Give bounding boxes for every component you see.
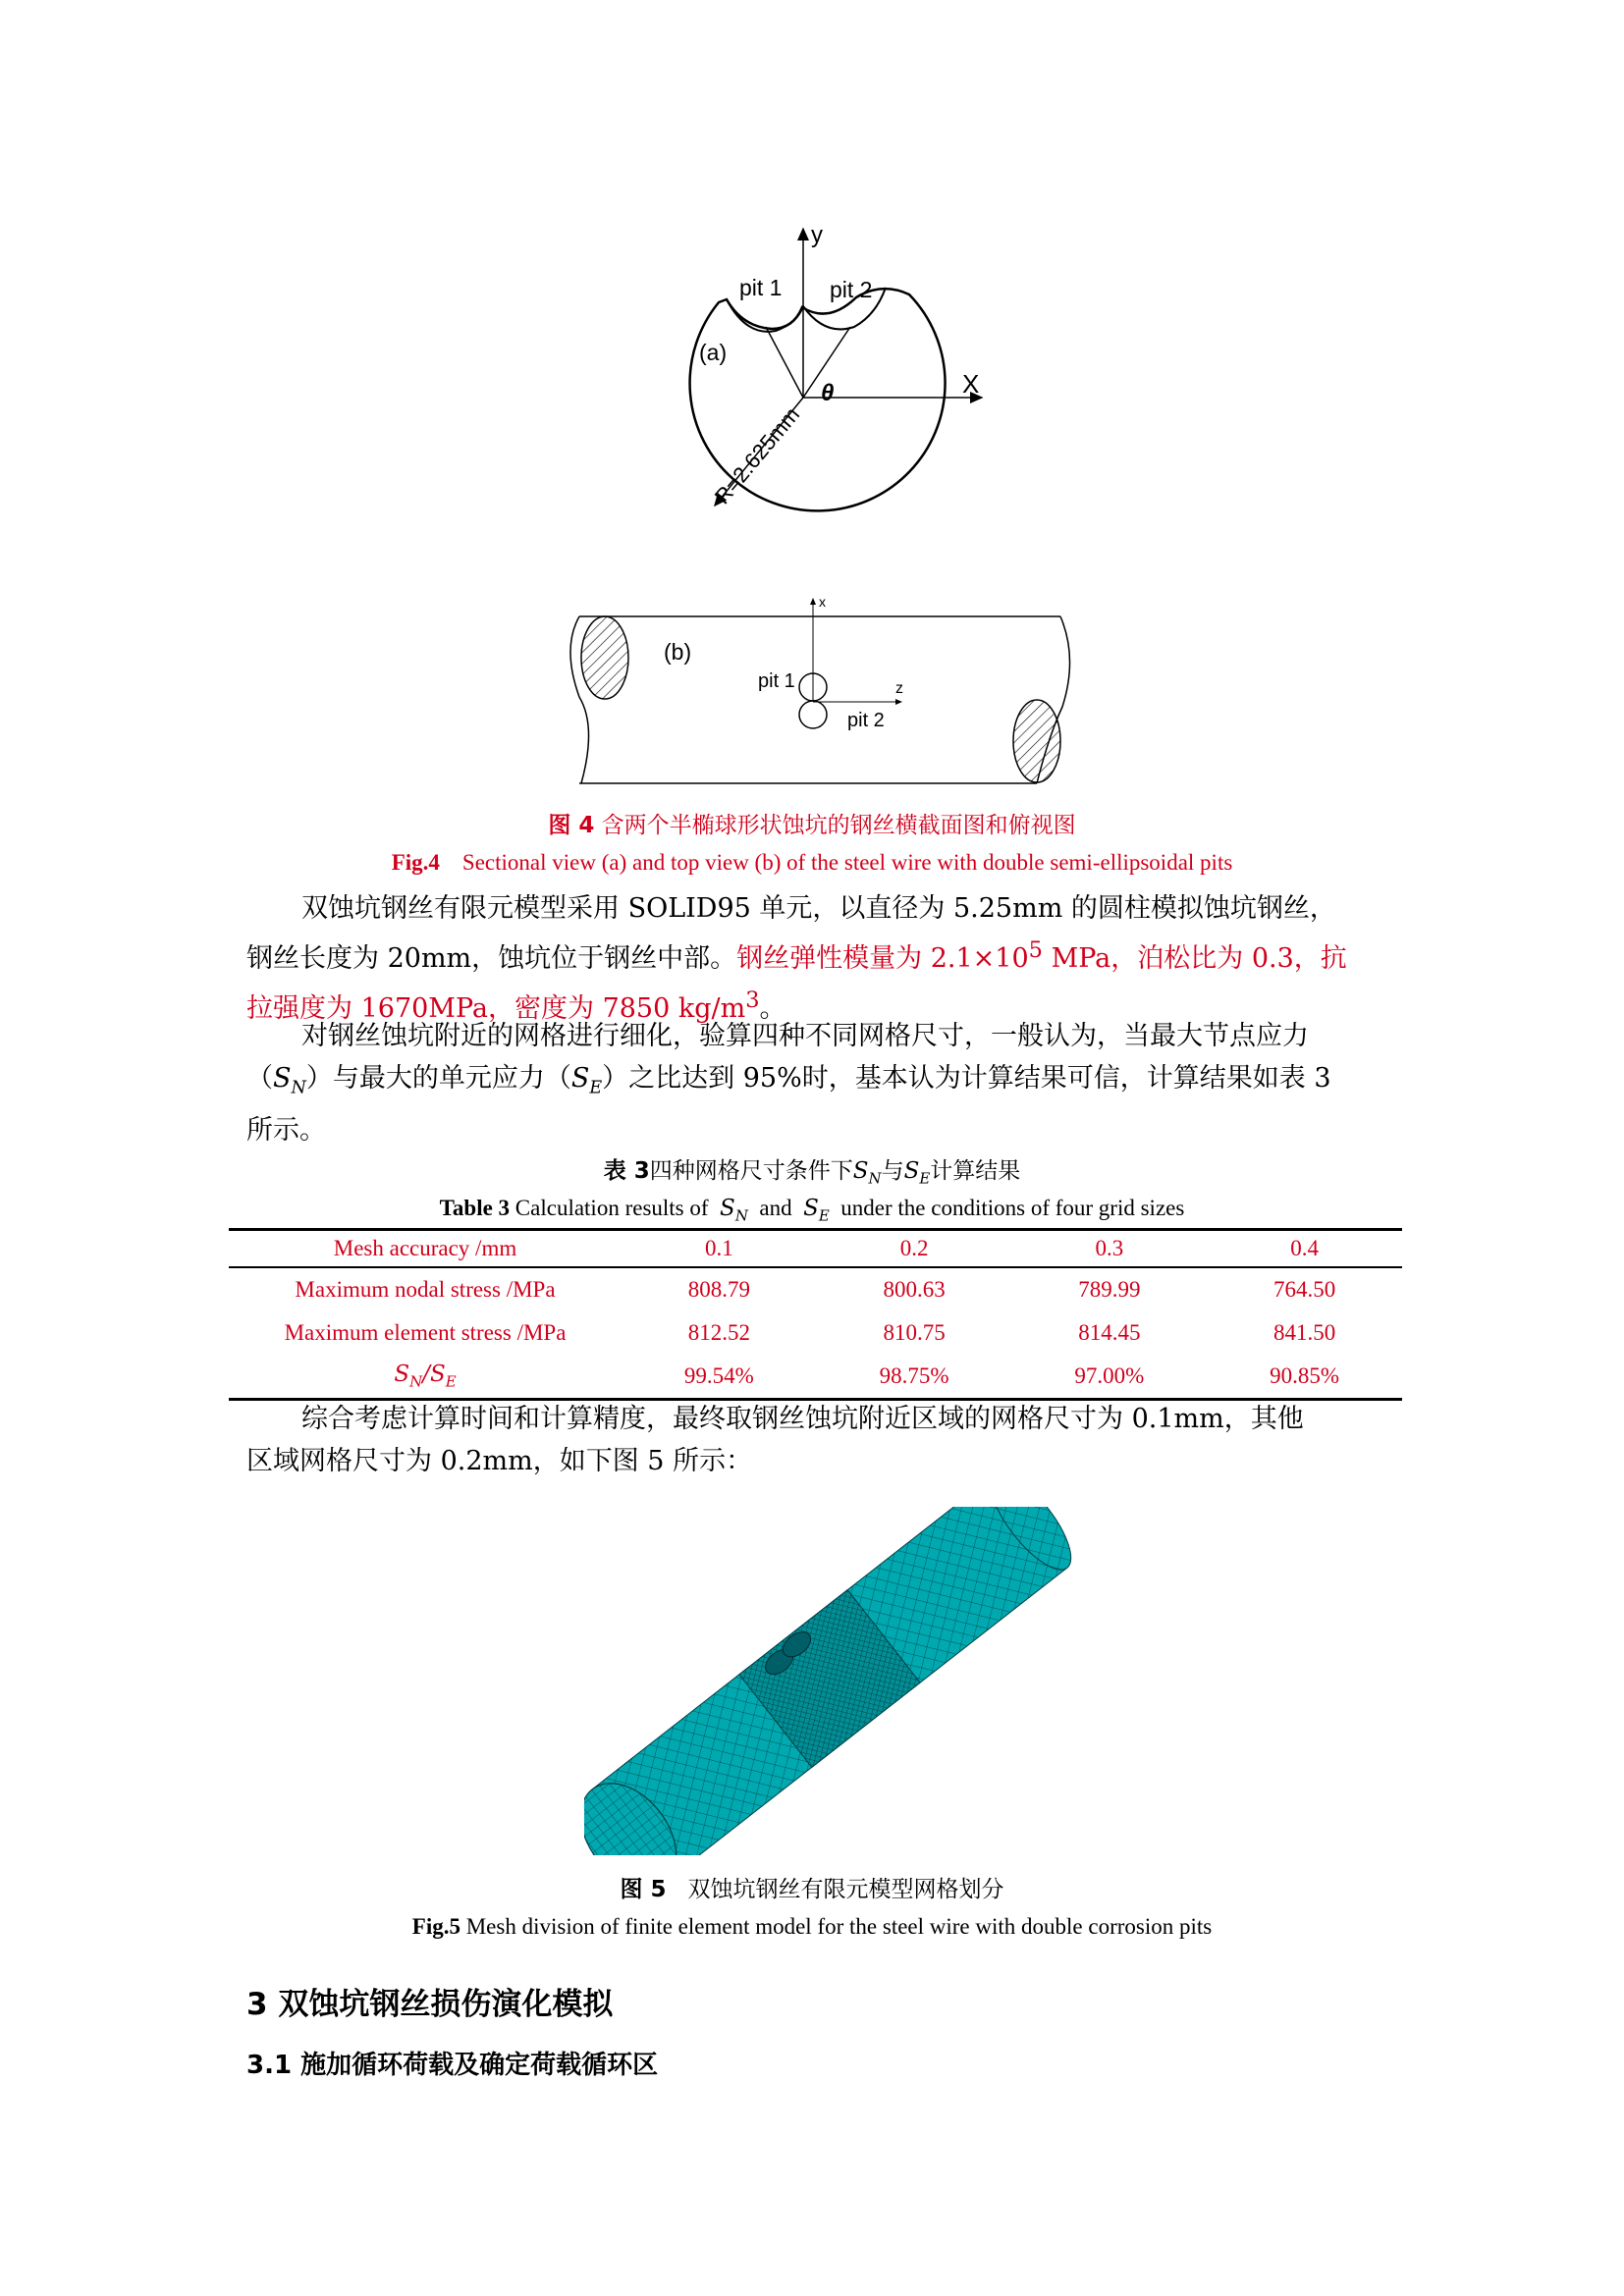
- para1-line1: 双蚀坑钢丝有限元模型采用 SOLID95 单元，以直径为 5.25mm 的圆柱模拟蚀坑钢丝，: [301, 893, 1336, 924]
- para2-line3: 所示。: [246, 1115, 326, 1147]
- paragraph-mesh-choice: [246, 1398, 1387, 1482]
- symbol-sn: $S_N$: [273, 1063, 306, 1098]
- table-cell: 841.50: [1273, 1320, 1336, 1345]
- figure-5-caption-en: [0, 1914, 1624, 1940]
- table-cell: Maximum element stress /MPa: [284, 1320, 567, 1345]
- para2-paren-open: （: [246, 1063, 273, 1094]
- table-row: [229, 1311, 1402, 1355]
- table-3-caption-cn-c: 计算结果: [930, 1158, 1021, 1184]
- table-cell: 812.52: [687, 1320, 750, 1345]
- figure-4a-diagram: [628, 221, 1001, 564]
- pit2-label: pit 2: [830, 277, 873, 302]
- figure-5-caption-cn: [0, 1871, 1624, 1903]
- table-header-cell: 0.3: [1012, 1230, 1208, 1268]
- table-row: [229, 1267, 1402, 1311]
- para2-line1: 对钢丝蚀坑附近的网格进行细化，验算四种不同网格尺寸，一般认为，当最大节点应力: [301, 1021, 1309, 1051]
- paragraph-mesh: [246, 1015, 1387, 1151]
- table-cell: 808.79: [687, 1277, 750, 1302]
- pit1-label-b: pit 1: [758, 670, 795, 692]
- axis-z-label-b: z: [895, 680, 903, 697]
- pit2-label-b: pit 2: [847, 710, 885, 731]
- table-header-cell: 0.4: [1207, 1230, 1402, 1268]
- table-3-caption-en: Table 3 Calculation results of $S_N$ and $S_E$ under the conditions of four grid sizes: [439, 1196, 1185, 1225]
- table-header-cell: 0.2: [817, 1230, 1012, 1268]
- table-3-caption-cn-b: 与: [881, 1158, 904, 1184]
- figure-4-label-cn: 图 4: [548, 813, 595, 838]
- para1-line3-red-a: 拉强度为 1670MPa，密度为 7850 kg/m: [246, 993, 746, 1024]
- table-3: [229, 1228, 1402, 1401]
- section-3-1-heading: 3.1 施加循环荷载及确定荷载循环区: [246, 2051, 659, 2080]
- figure-4-text-cn: 含两个半椭球形状蚀坑的钢丝横截面图和俯视图: [601, 813, 1076, 838]
- figure-5-mesh-model: [584, 1507, 1075, 1855]
- table-row: [229, 1355, 1402, 1400]
- panel-b-label: (b): [664, 639, 692, 665]
- table-cell: 810.75: [883, 1320, 946, 1345]
- table-cell: 814.45: [1078, 1320, 1141, 1345]
- para1-line2-red-b: MPa，泊松比为 0.3，抗: [1043, 943, 1347, 974]
- para2-line2-c: ）之比达到 95%时，基本认为计算结果可信，计算结果如表 3: [602, 1063, 1331, 1094]
- table-cell: 90.85%: [1207, 1355, 1402, 1400]
- figure-4-caption-cn: [0, 807, 1624, 839]
- para2-line2-b: ）与最大的单元应力（: [305, 1063, 571, 1094]
- figure-5-label-en: Fig.5: [411, 1914, 460, 1939]
- figure-4-text-en: Sectional view (a) and top view (b) of the steel wire with double semi-ellipsoidal pits: [461, 850, 1233, 875]
- table-cell: 764.50: [1273, 1277, 1336, 1302]
- para1-line2-black: 钢丝长度为 20mm，蚀坑位于钢丝中部。: [246, 943, 737, 974]
- table-3-label-en: Table 3: [439, 1196, 511, 1220]
- table-3-caption-en-b: and: [759, 1196, 792, 1220]
- figure-5-label-cn: 图 5: [620, 1877, 667, 1902]
- figure-4-caption-en: [0, 850, 1624, 876]
- paragraph-model: [246, 887, 1387, 1030]
- table-header-cell: Mesh accuracy /mm: [229, 1230, 622, 1268]
- para3-line2: 区域网格尺寸为 0.2mm，如下图 5 所示：: [246, 1446, 753, 1476]
- table-header-cell: 0.1: [622, 1230, 817, 1268]
- panel-a-label: (a): [699, 340, 728, 365]
- table-3-caption-en-a: Calculation results of: [514, 1196, 709, 1220]
- axis-y-label: y: [811, 222, 823, 248]
- table-cell: 800.63: [883, 1277, 946, 1302]
- table-header-row: [229, 1230, 1402, 1268]
- para1-line3-sup: 3: [745, 988, 760, 1013]
- para1-line2-red-a: 钢丝弹性模量为 2.1×10: [736, 943, 1029, 974]
- radius-label: R=2.625mm: [709, 401, 805, 509]
- table-cell-ratio: $S_N/S_E$: [229, 1355, 622, 1400]
- table-cell: Maximum nodal stress /MPa: [295, 1277, 556, 1302]
- figure-4-label-en: Fig.4: [391, 850, 440, 875]
- pit1-label: pit 1: [739, 275, 783, 300]
- table-3-caption-en-c: under the conditions of four grid sizes: [840, 1196, 1185, 1220]
- para1-line2-sup: 5: [1028, 937, 1043, 963]
- symbol-se: $S_E$: [570, 1063, 603, 1098]
- section-3-heading: 3 双蚀坑钢丝损伤演化模拟: [246, 1987, 614, 2022]
- figure-5-text-en: Mesh division of finite element model for the steel wire with double corrosion pits: [465, 1914, 1213, 1939]
- figure-4b-diagram: [568, 589, 1078, 785]
- table-cell: 97.00%: [1012, 1355, 1208, 1400]
- para3-line1: 综合考虑计算时间和计算精度，最终取钢丝蚀坑附近区域的网格尺寸为 0.1mm，其他: [301, 1404, 1304, 1434]
- para1-line3-black: 。: [759, 993, 786, 1024]
- table-cell: 99.54%: [622, 1355, 817, 1400]
- axis-x-label: X: [962, 369, 980, 399]
- table-cell: 98.75%: [817, 1355, 1012, 1400]
- table-3-caption-cn: 表 3四种网格尺寸条件下$S_N$与$S_E$计算结果: [603, 1158, 1021, 1188]
- table-3-label-cn: 表 3: [603, 1158, 650, 1184]
- table-cell: 789.99: [1078, 1277, 1141, 1302]
- theta-label: θ: [821, 380, 835, 406]
- axis-x-label-b: x: [819, 594, 826, 610]
- figure-5-text-cn: 双蚀坑钢丝有限元模型网格划分: [687, 1877, 1004, 1902]
- table-3-caption-cn-a: 四种网格尺寸条件下: [649, 1158, 853, 1184]
